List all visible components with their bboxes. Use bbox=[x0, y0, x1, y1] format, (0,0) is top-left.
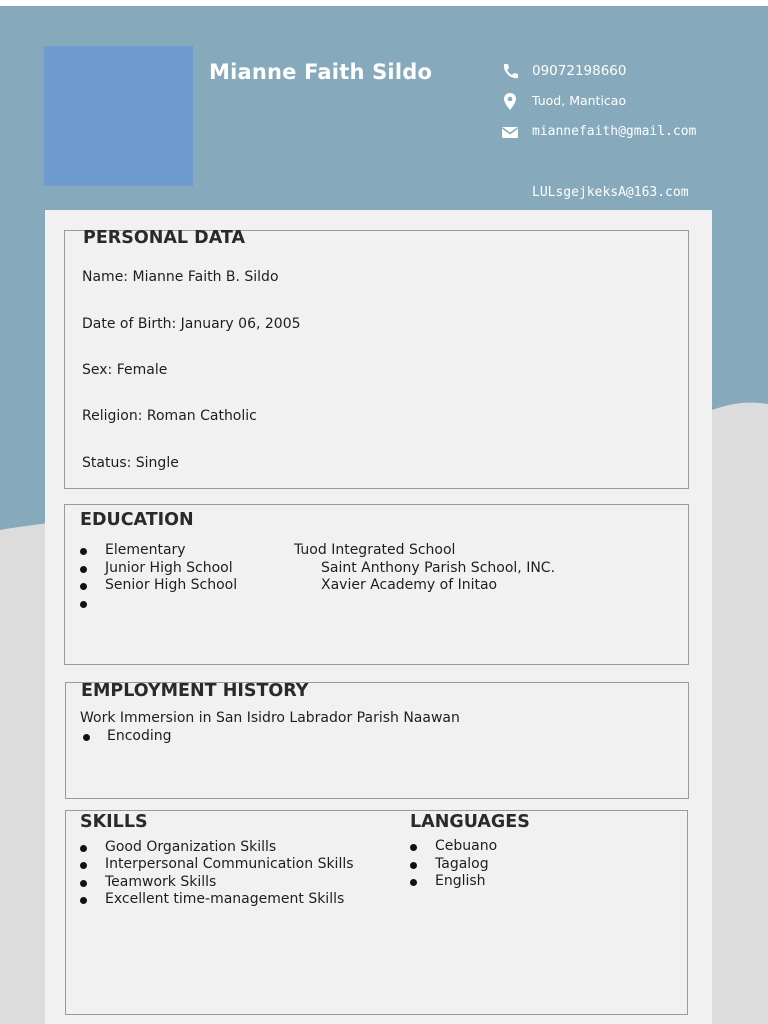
bullet bbox=[80, 601, 87, 608]
field-label: Name: bbox=[82, 269, 129, 285]
field-value: Female bbox=[116, 362, 168, 378]
employment-section bbox=[65, 682, 689, 799]
bullet bbox=[80, 862, 87, 869]
phone-icon bbox=[500, 63, 520, 81]
bullet bbox=[410, 879, 417, 886]
section-title-personal: PERSONAL DATA bbox=[83, 228, 246, 248]
section-title-education: EDUCATION bbox=[80, 510, 194, 530]
bullet bbox=[80, 583, 87, 590]
bullet bbox=[80, 548, 87, 555]
language-item: English bbox=[435, 873, 486, 889]
resume-paper bbox=[45, 210, 712, 1024]
field-value: January 06, 2005 bbox=[180, 316, 301, 332]
field-label: Sex: bbox=[82, 362, 113, 378]
skills-languages-section bbox=[65, 810, 688, 1015]
bullet bbox=[410, 862, 417, 869]
field-value: Roman Catholic bbox=[146, 408, 257, 424]
personal-data-section bbox=[64, 230, 689, 489]
employment-entry: Work Immersion in San Isidro Labrador Parish Naawan bbox=[80, 710, 460, 726]
field-label: Religion: bbox=[82, 408, 143, 424]
field-birth bbox=[82, 316, 301, 332]
section-title-skills: SKILLS bbox=[80, 812, 148, 832]
skill-item: Good Organization Skills bbox=[105, 839, 277, 855]
field-label: Date of Birth: bbox=[82, 316, 177, 332]
bullet bbox=[83, 734, 90, 741]
field-value: Single bbox=[135, 455, 179, 471]
extra-email[interactable]: LULsgejkeksA@163.com bbox=[532, 185, 689, 200]
skill-item: Teamwork Skills bbox=[105, 874, 217, 890]
location-text: Tuod, Manticao bbox=[532, 93, 627, 108]
phone-number[interactable]: 09072198660 bbox=[532, 63, 627, 79]
education-level: Junior High School bbox=[105, 560, 233, 576]
employment-task: Encoding bbox=[107, 728, 172, 744]
field-sex bbox=[82, 362, 167, 378]
skill-item: Interpersonal Communication Skills bbox=[105, 856, 354, 872]
bullet bbox=[80, 897, 87, 904]
education-school: Tuod Integrated School bbox=[294, 542, 456, 558]
email-address[interactable]: miannefaith@gmail.com bbox=[532, 124, 697, 139]
bullet bbox=[410, 844, 417, 851]
education-section bbox=[64, 504, 689, 665]
education-school: Saint Anthony Parish School, INC. bbox=[321, 560, 556, 576]
section-title-languages: LANGUAGES bbox=[410, 812, 530, 832]
skill-item: Excellent time-management Skills bbox=[105, 891, 345, 907]
field-name bbox=[82, 269, 279, 285]
field-status bbox=[82, 455, 179, 471]
field-label: Status: bbox=[82, 455, 132, 471]
bullet bbox=[80, 566, 87, 573]
candidate-name: Mianne Faith Sildo bbox=[209, 60, 433, 84]
field-religion bbox=[82, 408, 257, 424]
profile-photo bbox=[44, 46, 193, 186]
section-title-employment: EMPLOYMENT HISTORY bbox=[81, 681, 309, 701]
education-level: Elementary bbox=[105, 542, 186, 558]
envelope-icon bbox=[500, 124, 520, 142]
language-item: Cebuano bbox=[435, 838, 498, 854]
education-school: Xavier Academy of Initao bbox=[321, 577, 498, 593]
location-pin-icon bbox=[500, 93, 520, 111]
field-value: Mianne Faith B. Sildo bbox=[132, 269, 279, 285]
bullet bbox=[80, 880, 87, 887]
bullet bbox=[80, 845, 87, 852]
education-level: Senior High School bbox=[105, 577, 238, 593]
language-item: Tagalog bbox=[435, 856, 489, 872]
